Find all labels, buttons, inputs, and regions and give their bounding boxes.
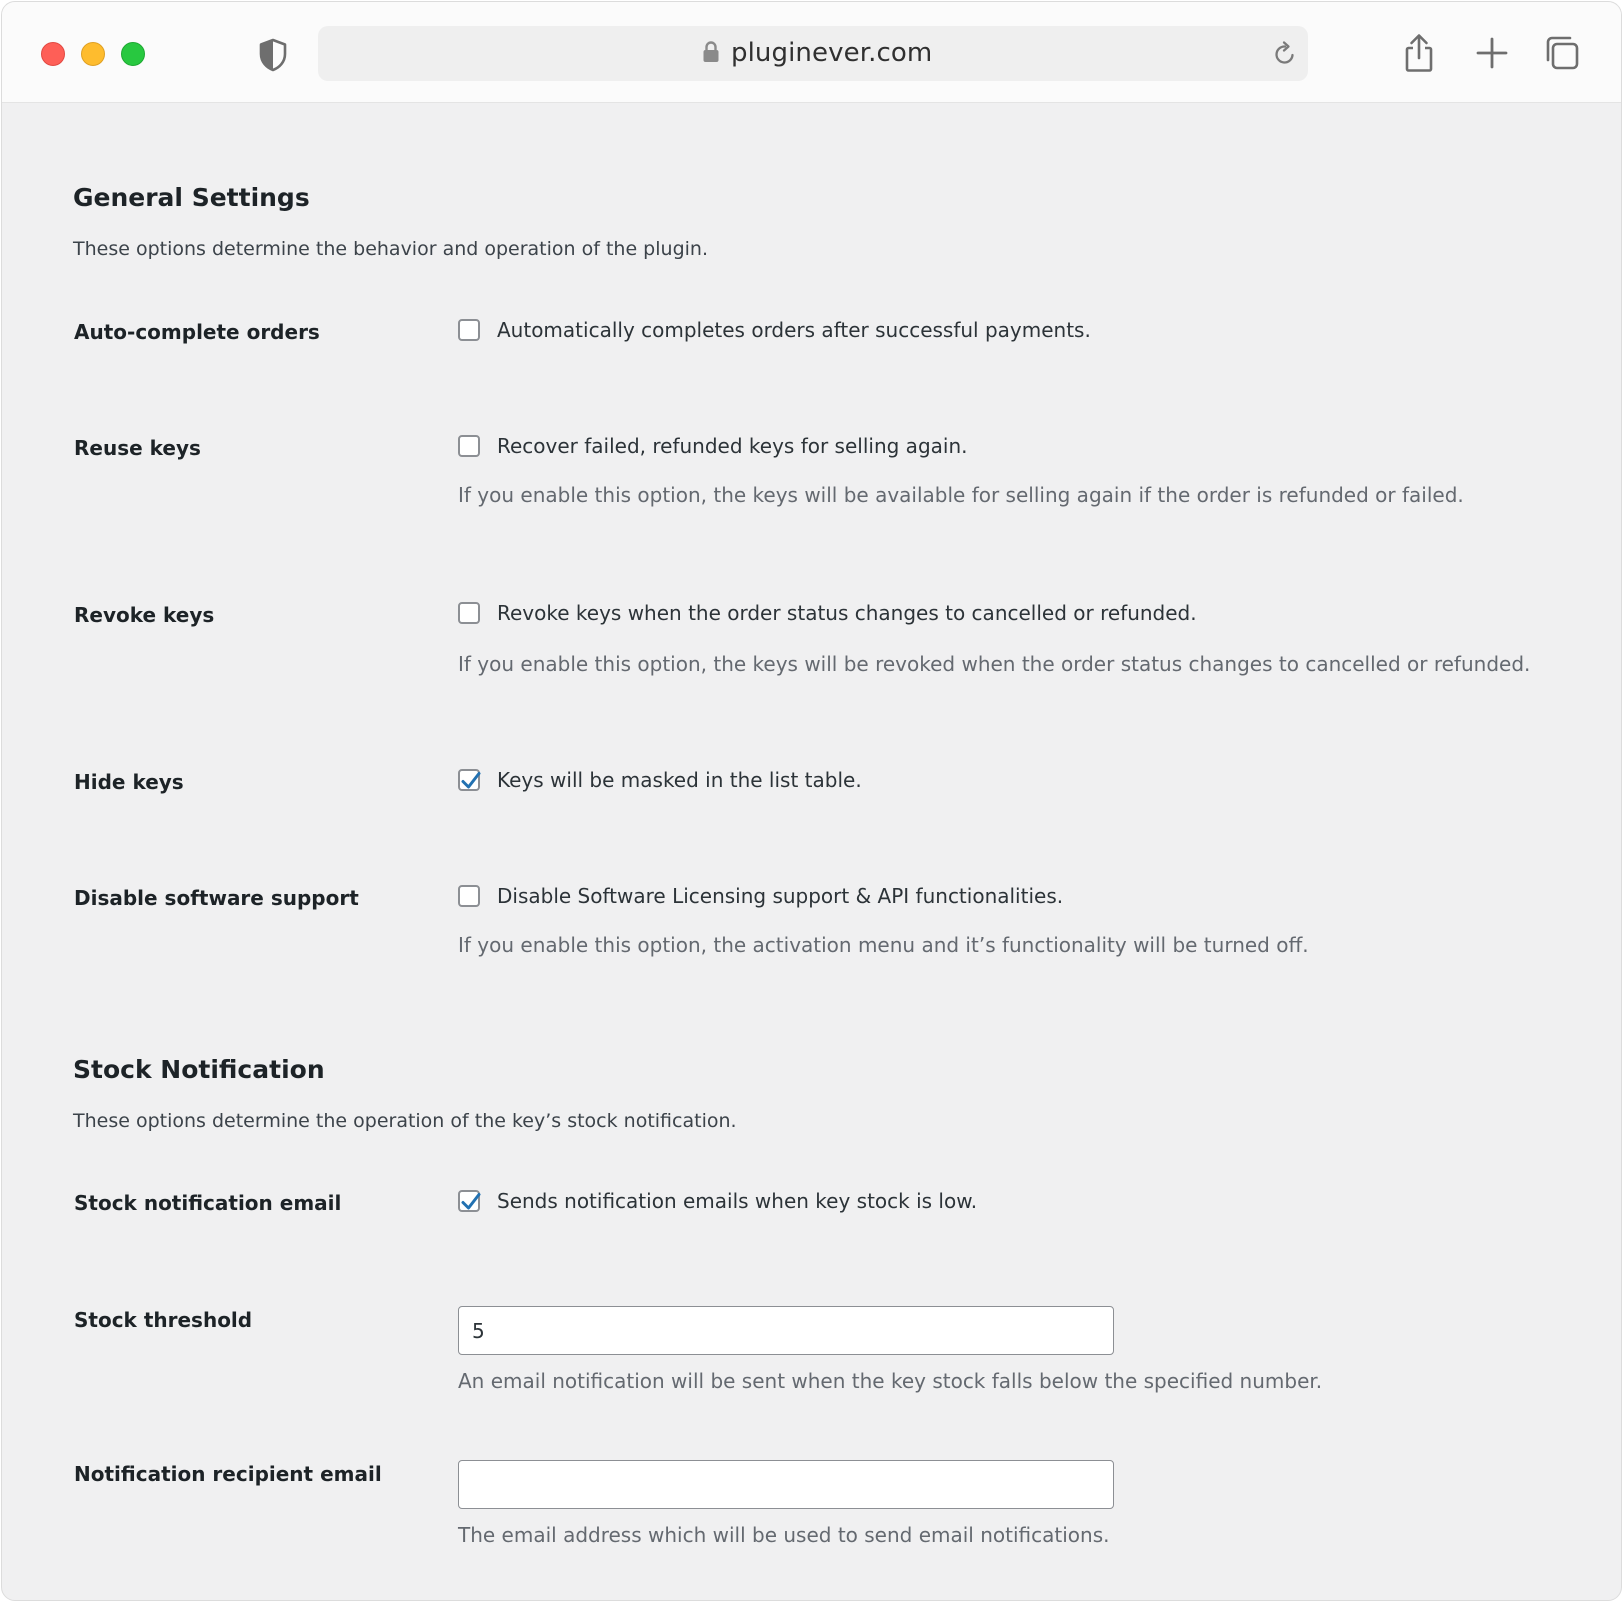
stock-threshold-label: Stock threshold [74, 1308, 253, 1332]
browser-toolbar [2, 2, 1621, 103]
disable-software-support-checkbox-label[interactable]: Disable Software Licensing support & API functionalities. [497, 884, 1064, 908]
revoke-keys-label: Revoke keys [74, 603, 215, 627]
auto-complete-orders-option[interactable] [458, 318, 1091, 342]
reuse-keys-option[interactable] [458, 434, 967, 458]
checkmark-icon [459, 768, 483, 794]
settings-page [2, 103, 1621, 1600]
browser-window [1, 1, 1622, 1601]
hide-keys-checkbox-label[interactable]: Keys will be masked in the list table. [497, 768, 862, 792]
auto-complete-orders-checkbox-label[interactable]: Automatically completes orders after successful payments. [497, 318, 1091, 342]
stock-notification-title: Stock Notification [73, 1055, 325, 1084]
stock-threshold-help: An email notification will be sent when the key stock falls below the specified number. [458, 1369, 1323, 1393]
revoke-keys-checkbox-label[interactable]: Revoke keys when the order status changes to cancelled or refunded. [497, 601, 1197, 625]
hide-keys-label: Hide keys [74, 770, 184, 794]
reuse-keys-label: Reuse keys [74, 436, 201, 460]
reuse-keys-checkbox-label[interactable]: Recover failed, refunded keys for selling again. [497, 434, 968, 458]
auto-complete-orders-label: Auto-complete orders [74, 320, 320, 344]
notification-recipient-email-help: The email address which will be used to send email notifications. [458, 1523, 1110, 1547]
reuse-keys-checkbox[interactable] [458, 435, 480, 457]
auto-complete-orders-checkbox[interactable] [458, 319, 480, 341]
disable-software-support-checkbox[interactable] [458, 885, 480, 907]
notification-recipient-email-input[interactable] [458, 1460, 1114, 1509]
disable-software-support-option[interactable] [458, 884, 1063, 908]
disable-software-support-help: If you enable this option, the activation menu and it’s functionality will be turned off. [458, 933, 1309, 957]
stock-notification-email-checkbox[interactable] [458, 1190, 480, 1212]
reload-icon[interactable] [1272, 40, 1298, 68]
general-settings-title: General Settings [73, 183, 310, 212]
checkmark-icon [459, 1189, 483, 1215]
disable-software-support-label: Disable software support [74, 886, 359, 910]
revoke-keys-help: If you enable this option, the keys will be revoked when the order status changes to cancelled or refunded. [458, 652, 1531, 676]
stock-notification-description: These options determine the operation of the key’s stock notification. [73, 1110, 737, 1132]
reuse-keys-help: If you enable this option, the keys will be available for selling again if the order is refunded or failed. [458, 483, 1464, 507]
tab-overview-icon[interactable] [1542, 32, 1582, 74]
hide-keys-checkbox[interactable] [458, 769, 480, 791]
zoom-window-button[interactable] [121, 42, 145, 66]
new-tab-icon[interactable] [1472, 32, 1512, 74]
hide-keys-option[interactable] [458, 768, 862, 792]
revoke-keys-checkbox[interactable] [458, 602, 480, 624]
minimize-window-button[interactable] [81, 42, 105, 66]
revoke-keys-option[interactable] [458, 601, 1197, 625]
share-icon[interactable] [1399, 32, 1439, 74]
stock-threshold-input[interactable] [458, 1306, 1114, 1355]
address-bar[interactable] [318, 26, 1308, 81]
stock-notification-email-option[interactable] [458, 1189, 977, 1213]
stock-notification-email-checkbox-label[interactable]: Sends notification emails when key stock is low. [497, 1189, 978, 1213]
shield-icon[interactable] [258, 38, 288, 72]
lock-icon [702, 40, 720, 64]
close-window-button[interactable] [41, 42, 65, 66]
notification-recipient-email-label: Notification recipient email [74, 1462, 382, 1486]
stock-notification-email-label: Stock notification email [74, 1191, 342, 1215]
general-settings-description: These options determine the behavior and operation of the plugin. [73, 238, 708, 260]
url-text: pluginever.com [731, 38, 933, 68]
